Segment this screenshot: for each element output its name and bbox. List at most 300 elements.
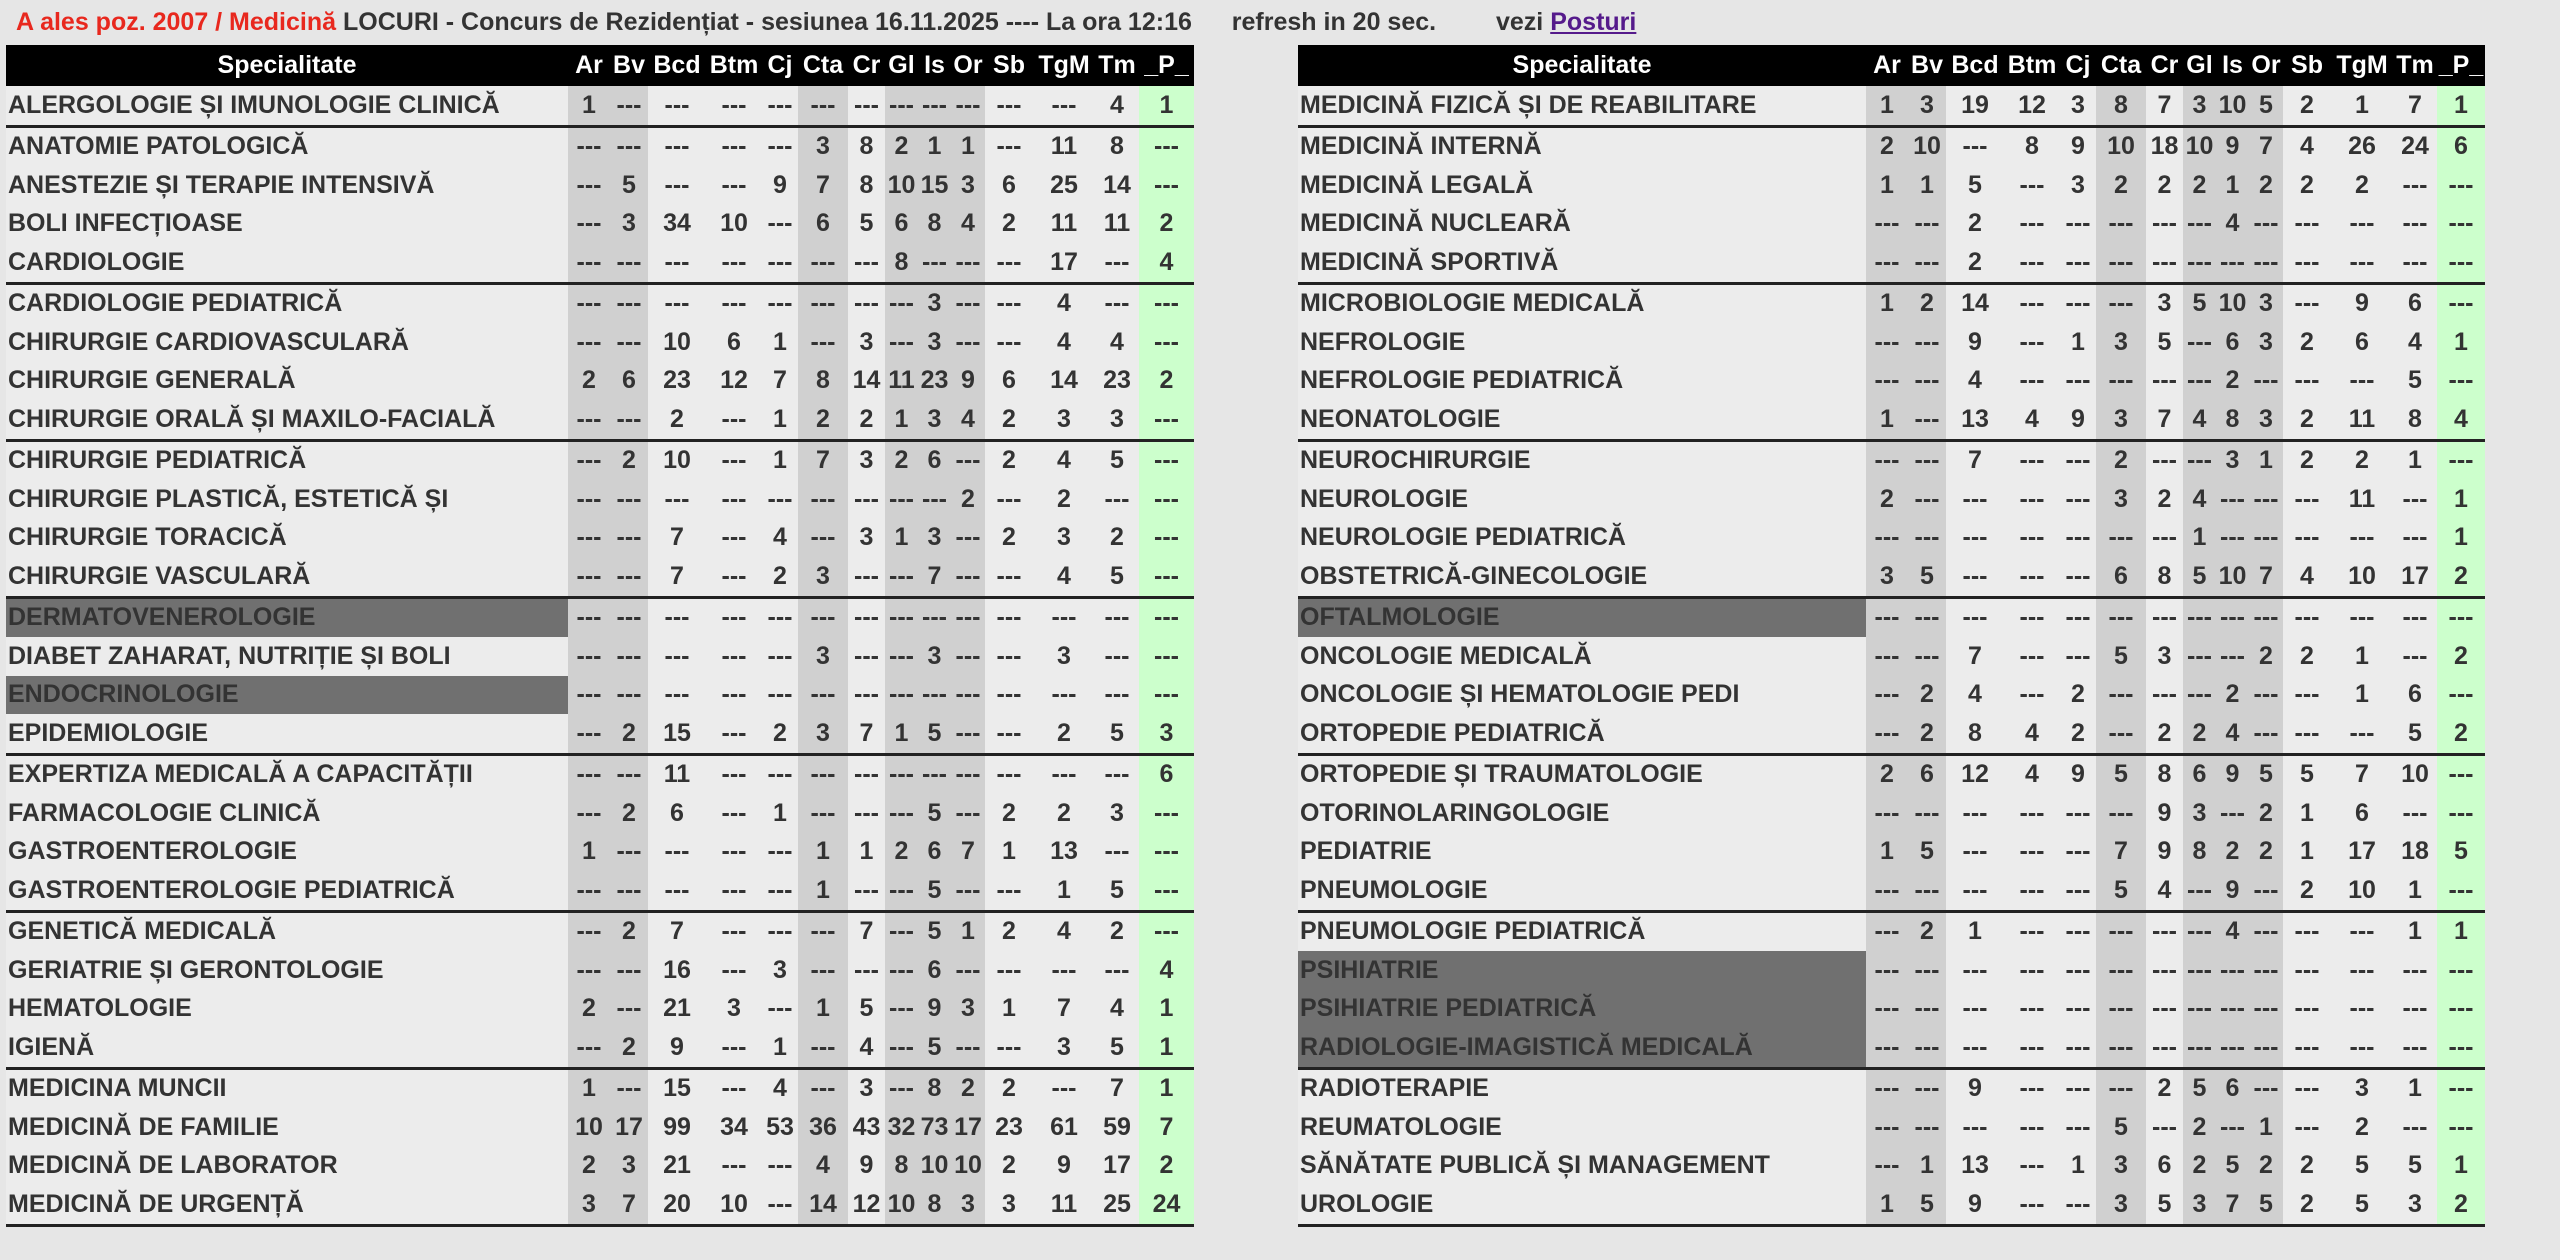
- places-cell: ---: [2060, 990, 2096, 1029]
- places-cell: 3: [2060, 86, 2096, 126]
- places-p-cell: ---: [1139, 597, 1194, 637]
- places-cell: 5: [1095, 557, 1139, 597]
- places-cell: 2: [2283, 323, 2331, 362]
- places-p-cell: ---: [2437, 754, 2485, 794]
- places-cell: ---: [2249, 1068, 2283, 1108]
- places-cell: ---: [2060, 1068, 2096, 1108]
- places-cell: ---: [762, 637, 798, 676]
- places-cell: 15: [648, 1068, 706, 1108]
- places-cell: 8: [1946, 714, 2004, 754]
- places-cell: 8: [798, 362, 848, 401]
- places-cell: ---: [951, 637, 985, 676]
- places-cell: 10: [885, 166, 918, 205]
- places-cell: ---: [918, 754, 951, 794]
- places-cell: ---: [885, 1028, 918, 1068]
- places-cell: ---: [2331, 911, 2393, 951]
- places-cell: ---: [706, 126, 762, 166]
- specialty-name: RADIOTERAPIE: [1298, 1068, 1866, 1108]
- places-cell: 2: [2216, 362, 2249, 401]
- places-cell: ---: [2004, 1028, 2060, 1068]
- places-cell: 5: [2096, 637, 2146, 676]
- places-cell: ---: [2060, 480, 2096, 519]
- places-cell: 1: [918, 126, 951, 166]
- places-cell: ---: [1095, 243, 1139, 283]
- places-cell: ---: [985, 676, 1033, 715]
- places-cell: 1: [798, 833, 848, 872]
- places-cell: 5: [2096, 1108, 2146, 1147]
- places-cell: 7: [2331, 754, 2393, 794]
- places-cell: 3: [2249, 323, 2283, 362]
- places-cell: ---: [798, 243, 848, 283]
- places-cell: 8: [2146, 557, 2183, 597]
- places-cell: ---: [951, 676, 985, 715]
- places-cell: ---: [2096, 714, 2146, 754]
- places-cell: ---: [568, 283, 610, 323]
- places-cell: ---: [2004, 794, 2060, 833]
- places-cell: ---: [798, 480, 848, 519]
- places-cell: ---: [2249, 597, 2283, 637]
- places-cell: ---: [2249, 1028, 2283, 1068]
- column-header-bcd: Bcd: [648, 45, 706, 86]
- places-cell: 4: [2004, 400, 2060, 440]
- places-cell: 18: [2146, 126, 2183, 166]
- places-cell: ---: [706, 440, 762, 480]
- specialty-name: CHIRURGIE PLASTICĂ, ESTETICĂ ȘI: [6, 480, 568, 519]
- places-cell: 8: [2183, 833, 2216, 872]
- places-p-cell: 1: [1139, 1028, 1194, 1068]
- places-cell: ---: [951, 1028, 985, 1068]
- vezi-label: vezi: [1496, 8, 1544, 36]
- table-row: [1298, 166, 2485, 205]
- places-cell: 1: [951, 126, 985, 166]
- places-cell: 5: [1095, 871, 1139, 911]
- places-cell: ---: [2283, 1108, 2331, 1147]
- places-cell: 2: [2331, 440, 2393, 480]
- places-p-cell: ---: [1139, 794, 1194, 833]
- places-cell: ---: [2283, 990, 2331, 1029]
- places-cell: ---: [1908, 243, 1946, 283]
- places-cell: 1: [951, 911, 985, 951]
- specialty-name: MEDICINĂ DE FAMILIE: [6, 1108, 568, 1147]
- places-cell: 2: [848, 400, 885, 440]
- places-cell: ---: [610, 283, 648, 323]
- specialty-name: NEUROLOGIE: [1298, 480, 1866, 519]
- places-p-cell: 2: [2437, 1185, 2485, 1225]
- places-cell: ---: [798, 794, 848, 833]
- places-cell: 7: [648, 519, 706, 558]
- places-cell: ---: [648, 597, 706, 637]
- places-cell: 1: [1866, 833, 1908, 872]
- places-cell: 3: [2393, 1185, 2437, 1225]
- places-cell: ---: [848, 86, 885, 126]
- places-cell: 10: [2393, 754, 2437, 794]
- places-cell: 10: [706, 1185, 762, 1225]
- places-cell: ---: [2183, 1028, 2216, 1068]
- places-cell: 9: [2060, 126, 2096, 166]
- places-cell: 9: [848, 1147, 885, 1186]
- places-cell: ---: [706, 794, 762, 833]
- places-cell: ---: [2060, 1185, 2096, 1225]
- places-cell: ---: [2096, 519, 2146, 558]
- places-cell: ---: [848, 637, 885, 676]
- places-cell: 8: [2393, 400, 2437, 440]
- places-cell: ---: [918, 676, 951, 715]
- specialty-name: ALERGOLOGIE ȘI IMUNOLOGIE CLINICĂ: [6, 86, 568, 126]
- places-p-cell: ---: [1139, 400, 1194, 440]
- places-cell: 2: [1866, 754, 1908, 794]
- places-cell: 5: [918, 794, 951, 833]
- places-cell: ---: [2096, 283, 2146, 323]
- places-cell: ---: [2004, 362, 2060, 401]
- places-cell: 1: [1033, 871, 1095, 911]
- table-row: [1298, 637, 2485, 676]
- places-cell: ---: [706, 911, 762, 951]
- column-header-cr: Cr: [848, 45, 885, 86]
- places-cell: ---: [2004, 480, 2060, 519]
- places-cell: ---: [798, 676, 848, 715]
- places-cell: ---: [2004, 1185, 2060, 1225]
- column-header-bv: Bv: [610, 45, 648, 86]
- posturi-link[interactable]: Posturi: [1550, 8, 1637, 36]
- places-cell: ---: [2249, 519, 2283, 558]
- places-cell: 11: [1033, 1185, 1095, 1225]
- places-cell: 5: [2393, 362, 2437, 401]
- places-cell: ---: [2393, 166, 2437, 205]
- places-cell: 1: [2183, 519, 2216, 558]
- places-p-cell: ---: [2437, 1028, 2485, 1068]
- places-cell: ---: [1908, 1108, 1946, 1147]
- places-cell: ---: [2393, 1028, 2437, 1068]
- places-p-cell: ---: [2437, 166, 2485, 205]
- places-cell: 1: [568, 833, 610, 872]
- places-cell: ---: [2283, 911, 2331, 951]
- places-cell: 4: [951, 400, 985, 440]
- places-cell: ---: [2393, 519, 2437, 558]
- places-cell: 10: [2216, 557, 2249, 597]
- places-cell: ---: [706, 166, 762, 205]
- places-cell: 10: [648, 440, 706, 480]
- places-cell: ---: [2004, 911, 2060, 951]
- places-cell: 3: [610, 205, 648, 244]
- places-p-cell: ---: [2437, 283, 2485, 323]
- places-cell: 3: [985, 1185, 1033, 1225]
- places-cell: 4: [1033, 440, 1095, 480]
- places-cell: ---: [2060, 283, 2096, 323]
- places-cell: ---: [1095, 480, 1139, 519]
- places-cell: ---: [2283, 362, 2331, 401]
- table-row: [1298, 440, 2485, 480]
- places-cell: ---: [2183, 990, 2216, 1029]
- places-cell: 34: [706, 1108, 762, 1147]
- places-cell: 6: [2146, 1147, 2183, 1186]
- places-cell: 73: [918, 1108, 951, 1147]
- places-p-cell: 6: [2437, 126, 2485, 166]
- places-cell: 1: [762, 1028, 798, 1068]
- places-cell: 6: [610, 362, 648, 401]
- places-cell: ---: [2096, 362, 2146, 401]
- places-cell: 2: [2283, 871, 2331, 911]
- places-cell: ---: [1095, 833, 1139, 872]
- table-row: [1298, 362, 2485, 401]
- places-cell: ---: [706, 597, 762, 637]
- places-cell: ---: [1866, 440, 1908, 480]
- places-cell: 1: [2331, 86, 2393, 126]
- specialty-name: BOLI INFECȚIOASE: [6, 205, 568, 244]
- places-cell: 7: [648, 557, 706, 597]
- places-cell: 7: [1095, 1068, 1139, 1108]
- places-cell: ---: [1946, 794, 2004, 833]
- places-cell: ---: [2060, 794, 2096, 833]
- places-cell: ---: [2146, 597, 2183, 637]
- places-cell: ---: [848, 597, 885, 637]
- places-cell: ---: [648, 480, 706, 519]
- places-cell: 8: [885, 1147, 918, 1186]
- places-cell: ---: [951, 557, 985, 597]
- places-cell: ---: [885, 1068, 918, 1108]
- places-cell: ---: [706, 400, 762, 440]
- places-cell: 6: [918, 440, 951, 480]
- places-cell: ---: [2096, 990, 2146, 1029]
- table-row: [6, 597, 1194, 637]
- places-cell: ---: [2331, 1028, 2393, 1068]
- places-cell: 2: [2331, 1108, 2393, 1147]
- places-cell: ---: [2216, 1028, 2249, 1068]
- places-cell: 5: [2393, 1147, 2437, 1186]
- places-cell: 24: [2393, 126, 2437, 166]
- specialty-name: MEDICINĂ DE LABORATOR: [6, 1147, 568, 1186]
- places-cell: 21: [648, 990, 706, 1029]
- places-cell: 4: [2216, 714, 2249, 754]
- places-cell: ---: [762, 480, 798, 519]
- places-cell: ---: [2004, 676, 2060, 715]
- places-cell: 11: [2331, 480, 2393, 519]
- places-cell: 3: [918, 400, 951, 440]
- places-cell: ---: [2060, 205, 2096, 244]
- places-cell: 17: [2331, 833, 2393, 872]
- places-cell: ---: [885, 676, 918, 715]
- places-cell: ---: [1908, 951, 1946, 990]
- places-cell: ---: [1908, 362, 1946, 401]
- places-cell: ---: [1095, 676, 1139, 715]
- places-cell: ---: [706, 1147, 762, 1186]
- table-row: [1298, 519, 2485, 558]
- places-cell: ---: [568, 243, 610, 283]
- places-cell: ---: [1095, 637, 1139, 676]
- places-cell: ---: [568, 440, 610, 480]
- places-cell: ---: [2393, 637, 2437, 676]
- places-p-cell: 4: [1139, 243, 1194, 283]
- places-cell: 1: [848, 833, 885, 872]
- places-cell: ---: [706, 676, 762, 715]
- places-cell: ---: [918, 597, 951, 637]
- places-cell: ---: [762, 597, 798, 637]
- places-cell: ---: [2331, 597, 2393, 637]
- places-cell: 6: [2216, 323, 2249, 362]
- places-cell: 8: [2146, 754, 2183, 794]
- table-row: [6, 400, 1194, 440]
- places-p-cell: ---: [2437, 794, 2485, 833]
- places-p-cell: ---: [1139, 519, 1194, 558]
- places-cell: 6: [648, 794, 706, 833]
- specialty-name: IGIENĂ: [6, 1028, 568, 1068]
- places-cell: ---: [798, 283, 848, 323]
- places-cell: ---: [2060, 519, 2096, 558]
- column-header-or: Or: [2249, 45, 2283, 86]
- specialty-name: MEDICINĂ LEGALĂ: [1298, 166, 1866, 205]
- table-row: [6, 1068, 1194, 1108]
- places-cell: ---: [2331, 951, 2393, 990]
- places-cell: 1: [2060, 1147, 2096, 1186]
- places-cell: 9: [1946, 1068, 2004, 1108]
- places-cell: ---: [2096, 911, 2146, 951]
- places-cell: 2: [885, 126, 918, 166]
- places-cell: 3: [848, 1068, 885, 1108]
- places-cell: 5: [1908, 557, 1946, 597]
- places-cell: 25: [1095, 1185, 1139, 1225]
- places-cell: 7: [2249, 557, 2283, 597]
- places-cell: 20: [648, 1185, 706, 1225]
- places-cell: 2: [2146, 480, 2183, 519]
- places-p-cell: ---: [2437, 440, 2485, 480]
- places-cell: ---: [762, 205, 798, 244]
- places-cell: ---: [2283, 597, 2331, 637]
- specialty-name: OTORINOLARINGOLOGIE: [1298, 794, 1866, 833]
- specialty-name: GASTROENTEROLOGIE PEDIATRICĂ: [6, 871, 568, 911]
- places-cell: ---: [2060, 362, 2096, 401]
- places-cell: 9: [2146, 833, 2183, 872]
- places-p-cell: ---: [2437, 597, 2485, 637]
- places-cell: 3: [918, 519, 951, 558]
- places-cell: ---: [2004, 283, 2060, 323]
- places-cell: ---: [848, 676, 885, 715]
- places-cell: ---: [568, 400, 610, 440]
- places-cell: ---: [2004, 1068, 2060, 1108]
- specialty-name: ONCOLOGIE MEDICALĂ: [1298, 637, 1866, 676]
- places-cell: 4: [1033, 283, 1095, 323]
- places-cell: ---: [2004, 597, 2060, 637]
- places-cell: ---: [762, 911, 798, 951]
- places-cell: ---: [1946, 871, 2004, 911]
- places-cell: 2: [610, 440, 648, 480]
- places-cell: 6: [2331, 794, 2393, 833]
- places-cell: 3: [2183, 1185, 2216, 1225]
- places-cell: 6: [2393, 283, 2437, 323]
- places-p-cell: ---: [1139, 676, 1194, 715]
- column-header-tm: Tm: [1095, 45, 1139, 86]
- places-cell: 5: [918, 1028, 951, 1068]
- places-cell: 26: [2331, 126, 2393, 166]
- places-cell: ---: [1908, 1068, 1946, 1108]
- places-cell: 7: [762, 362, 798, 401]
- places-cell: 8: [848, 166, 885, 205]
- places-cell: ---: [798, 1028, 848, 1068]
- places-cell: 16: [648, 951, 706, 990]
- places-cell: 10: [648, 323, 706, 362]
- places-cell: ---: [1866, 205, 1908, 244]
- places-cell: ---: [568, 323, 610, 362]
- places-cell: 5: [1095, 714, 1139, 754]
- places-cell: ---: [918, 243, 951, 283]
- column-header-cr: Cr: [2146, 45, 2183, 86]
- refresh-status: refresh in 20 sec.: [1231, 8, 1437, 36]
- places-cell: 2: [2183, 1108, 2216, 1147]
- places-cell: ---: [2331, 243, 2393, 283]
- places-cell: 36: [798, 1108, 848, 1147]
- places-cell: 3: [951, 166, 985, 205]
- table-row: [6, 714, 1194, 754]
- places-cell: ---: [885, 597, 918, 637]
- table-row: [6, 911, 1194, 951]
- places-cell: 10: [2331, 871, 2393, 911]
- places-cell: ---: [798, 323, 848, 362]
- places-cell: 5: [2331, 1147, 2393, 1186]
- places-cell: 4: [2004, 714, 2060, 754]
- places-cell: ---: [2393, 951, 2437, 990]
- places-cell: ---: [1095, 597, 1139, 637]
- places-cell: ---: [951, 597, 985, 637]
- specialty-name: OFTALMOLOGIE: [1298, 597, 1866, 637]
- places-cell: ---: [2249, 676, 2283, 715]
- specialty-name: CARDIOLOGIE: [6, 243, 568, 283]
- places-cell: ---: [985, 323, 1033, 362]
- places-cell: 11: [1095, 205, 1139, 244]
- places-cell: 2: [2283, 1185, 2331, 1225]
- places-cell: ---: [1033, 1068, 1095, 1108]
- places-cell: ---: [2004, 1108, 2060, 1147]
- places-cell: 2: [1866, 126, 1908, 166]
- places-cell: 2: [1866, 480, 1908, 519]
- places-cell: ---: [706, 637, 762, 676]
- places-cell: 4: [2216, 205, 2249, 244]
- places-cell: ---: [2183, 440, 2216, 480]
- places-cell: 9: [2216, 754, 2249, 794]
- table-row: [6, 440, 1194, 480]
- places-cell: 7: [2146, 400, 2183, 440]
- specialty-name: MEDICINĂ DE URGENȚĂ: [6, 1185, 568, 1225]
- places-cell: ---: [706, 951, 762, 990]
- places-cell: 8: [918, 205, 951, 244]
- places-cell: ---: [885, 283, 918, 323]
- places-cell: 23: [985, 1108, 1033, 1147]
- places-cell: ---: [1946, 833, 2004, 872]
- table-row: [6, 1108, 1194, 1147]
- places-cell: 9: [918, 990, 951, 1029]
- places-cell: 25: [1033, 166, 1095, 205]
- places-cell: ---: [1033, 754, 1095, 794]
- places-cell: 4: [1033, 557, 1095, 597]
- places-cell: 2: [2283, 86, 2331, 126]
- places-cell: 2: [2249, 794, 2283, 833]
- places-cell: ---: [568, 951, 610, 990]
- places-cell: ---: [1908, 323, 1946, 362]
- places-cell: 5: [918, 911, 951, 951]
- specialty-name: ANESTEZIE ȘI TERAPIE INTENSIVĂ: [6, 166, 568, 205]
- places-cell: ---: [2249, 362, 2283, 401]
- places-cell: 2: [951, 1068, 985, 1108]
- places-cell: ---: [762, 990, 798, 1029]
- places-cell: 1: [762, 794, 798, 833]
- places-cell: 59: [1095, 1108, 1139, 1147]
- places-cell: ---: [2096, 794, 2146, 833]
- left-specialty-table: [6, 45, 1194, 1227]
- session-title: LOCURI - Concurs de Rezidențiat - sesiunea 16.11.2025 ---- La ora 12:16: [343, 8, 1192, 36]
- places-cell: ---: [2146, 243, 2183, 283]
- places-cell: 4: [2004, 754, 2060, 794]
- places-cell: 17: [1095, 1147, 1139, 1186]
- table-row: [6, 243, 1194, 283]
- places-cell: 7: [848, 911, 885, 951]
- places-cell: ---: [2283, 1028, 2331, 1068]
